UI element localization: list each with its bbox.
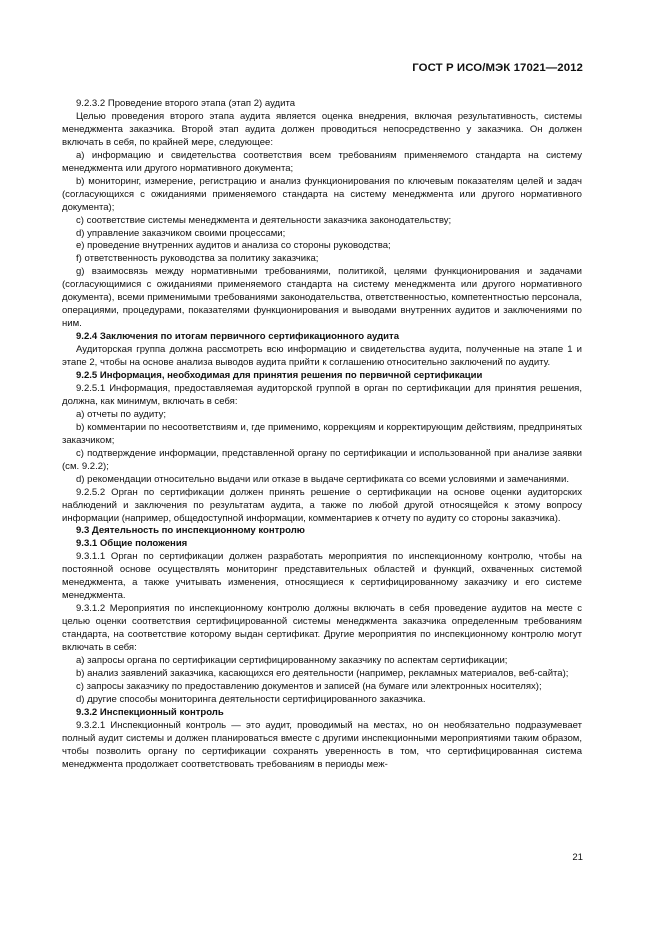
paragraph: 9.2.5.1 Информация, предоставляемая аудиторской группой в орган по сертификации для принятия решения, должна, как минимум, включать в себя:: [62, 382, 582, 407]
paragraph: Целью проведения второго этапа аудита является оценка внедрения, включая результативность, системы менеджмента заказчика. Второй этап аудита должен проводиться непосредственно у заказчика. Он должен включать в себя, по крайней мере, следующее:: [62, 110, 582, 148]
paragraph: 9.3.1.2 Мероприятия по инспекционному контролю должны включать в себя проведение аудитов на месте с целью оценки соответствия сертифицированной системы менеджмента заказчика определенным требованиям стандарта, на соответствие которому выдан сертификат. Другие мероприятия по инспекционному контролю могут включать в себя:: [62, 603, 582, 654]
page-number: 21: [572, 852, 583, 863]
paragraph: b) комментарии по несоответствиям и, где применимо, коррекциям и корректирующим действиям, предпринятых заказчиком;: [62, 421, 582, 446]
section-heading: 9.3 Деятельность по инспекционному контролю: [76, 525, 305, 537]
paragraph: d) другие способы мониторинга деятельности сертифицированного заказчика.: [76, 693, 426, 705]
paragraph: g) взаимосвязь между нормативными требованиями, политикой, целями функционирования и задачами (согласующимися с ожиданиями применяемого стандарта на систему менеджмента или другого нормативного документа), всеми применимыми требованиями законодательства, ответственностью, компетентностью персонала, операциями, процедурами, показателями функционирования и выводами внутренних аудитов и заключениями по ним.: [62, 266, 582, 330]
paragraph: 9.2.3.2 Проведение второго этапа (этап 2) аудита: [76, 98, 296, 109]
paragraph: c) подтверждение информации, представленной органу по сертификации и использованной при анализе заявки (см. 9.2.2);: [62, 447, 582, 472]
paragraph: c) запросы заказчику по предоставлению документов и записей (на бумаге или электронных носителях);: [76, 680, 542, 692]
paragraph: 9.3.2.1 Инспекционный контроль — это аудит, проводимый на местах, но он необязательно подразумевает полный аудит системы и должен планироваться вместе с другими инспекционными мероприятиями таким образом, чтобы позволить органу по сертификации сохранять уверенность в том, что сертифицированная система менеджмента продолжает соответствовать требованиям в периоды меж-: [62, 719, 582, 770]
paragraph: b) анализ заявлений заказчика, касающихся его деятельности (например, рекламных материалов, веб-сайта);: [76, 667, 569, 679]
section-heading: 9.3.1 Общие положения: [76, 538, 188, 550]
paragraph: b) мониторинг, измерение, регистрацию и анализ функционирования по ключевым показателям целей и задач (согласующихся с ожиданиями применяемого стандарта на систему менеджмента или другого нормативного документа);: [62, 175, 582, 213]
paragraph: a) запросы органа по сертификации сертифицированному заказчику по аспектам сертификации;: [76, 654, 508, 666]
document-header: ГОСТ Р ИСО/МЭК 17021—2012: [412, 62, 583, 74]
paragraph: f) ответственность руководства за политику заказчика;: [76, 253, 319, 265]
paragraph: a) отчеты по аудиту;: [76, 408, 167, 420]
document-body: [62, 98, 582, 772]
paragraph: Аудиторская группа должна рассмотреть всю информацию и свидетельства аудита, полученные на этапе 1 и этапе 2, чтобы на основе анализа выводов аудита прийти к соглашению относительно заключений по аудиту.: [62, 344, 582, 369]
paragraph: d) рекомендации относительно выдачи или отказе в выдаче сертификата со всеми условиями и замечаниями.: [76, 473, 569, 485]
paragraph: 9.2.5.2 Орган по сертификации должен принять решение о сертификации на основе оценки аудиторских наблюдений и заключения по результатам аудита, а также по любой другой относящейся к этому вопросу информации (например, общедоступной информации, комментариев к отчету по аудиту со стороны заказчика).: [62, 486, 582, 524]
section-heading: 9.2.4 Заключения по итогам первичного сертификационного аудита: [76, 331, 399, 343]
paragraph: e) проведение внутренних аудитов и анализа со стороны руководства;: [76, 240, 391, 252]
paragraph: a) информацию и свидетельства соответствия всем требованиям применяемого стандарта на систему менеджмента или другого нормативного документа;: [62, 149, 582, 174]
section-heading: 9.2.5 Информация, необходимая для принятия решения по первичной сертификации: [76, 370, 483, 382]
section-heading: 9.3.2 Инспекционный контроль: [76, 706, 224, 718]
paragraph: c) соответствие системы менеджмента и деятельности заказчика законодательству;: [76, 214, 452, 226]
paragraph: d) управление заказчиком своими процессами;: [76, 227, 286, 239]
paragraph: 9.3.1.1 Орган по сертификации должен разработать мероприятия по инспекционному контролю, чтобы на постоянной основе осуществлять мониторинг представительных областей и функций, охваченных системой менеджмента, а также учитывать изменения, относящиеся к сертифицированному заказчику и его системе менеджмента.: [62, 551, 582, 602]
